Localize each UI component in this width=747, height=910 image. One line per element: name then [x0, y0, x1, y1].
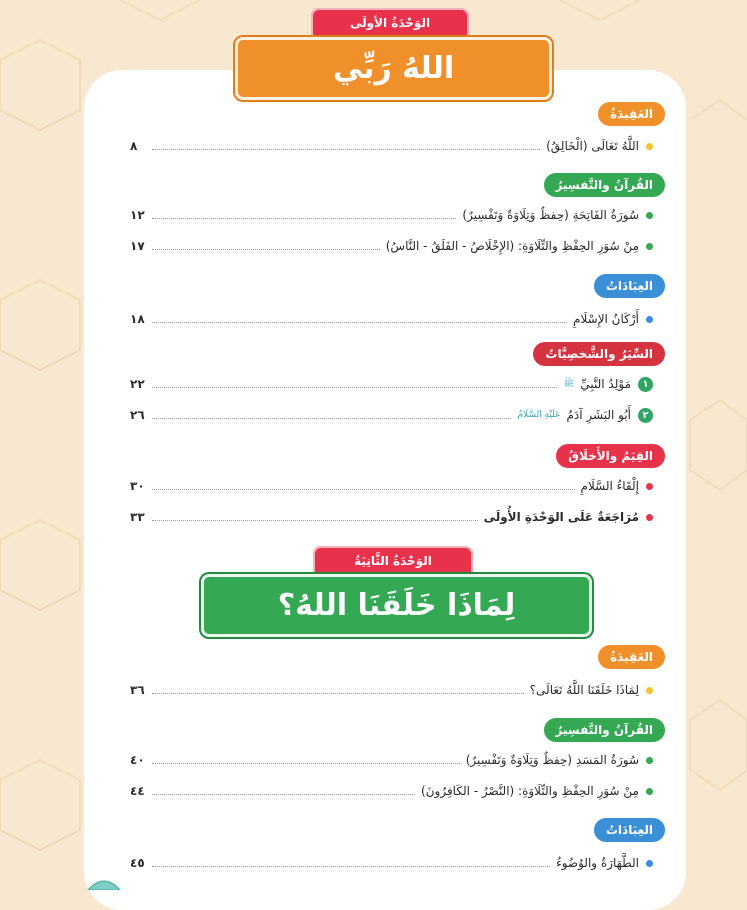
entry-page: ٢٢	[130, 377, 145, 391]
entry-title: لِمَاذَا خَلَقَنَا اللَّهُ تَعَالَى؟	[529, 683, 639, 697]
bullet-icon	[646, 316, 653, 323]
dot-leader	[152, 149, 540, 150]
dot-leader	[152, 866, 550, 867]
toc-entry[interactable]	[130, 507, 653, 527]
entry-title: مِنْ سُوَرِ الحِفْظِ والتِّلَاوَةِ: (النَّصْرُ - الكَافِرُونَ)	[421, 784, 639, 798]
toc-entry[interactable]	[130, 309, 653, 329]
dot-leader	[152, 693, 524, 694]
section-ibadat-label: العِبَادَاتُ	[594, 818, 665, 842]
entry-page: ٣٣	[130, 510, 145, 524]
section-quran-label: القُرآنُ والتَّفسِيرُ	[544, 718, 665, 742]
entry-page: ٤٤	[130, 784, 145, 798]
section-quran-label: القُرآنُ والتَّفسِيرُ	[544, 173, 665, 197]
section-aqeedah-label: العَقِيدَةُ	[598, 102, 665, 126]
dot-leader	[152, 418, 511, 419]
section-aqeedah-label: العَقِيدَةُ	[598, 645, 665, 669]
entry-title: سُورَةُ الفَاتِحَةِ (حِفظٌ وَتِلَاوَةٌ وَتَفْسِيرٌ)	[462, 208, 639, 222]
toc-entry[interactable]	[130, 405, 653, 425]
dot-leader	[152, 249, 380, 250]
dot-leader	[152, 489, 575, 490]
bullet-icon	[646, 143, 653, 150]
toc-entry[interactable]	[130, 680, 653, 700]
entry-title: إِلْقَاءُ السَّلَامِ	[580, 479, 639, 493]
honorific-glyph: عَلَيْهِ السَّلَامُ	[517, 410, 561, 420]
toc-entry[interactable]	[130, 476, 653, 496]
entry-page: ٣٦	[130, 683, 145, 697]
honorific-glyph: ﷺ	[563, 379, 575, 389]
entry-page: ٢٦	[130, 408, 145, 422]
toc-entry[interactable]	[130, 781, 653, 801]
dot-leader	[152, 763, 460, 764]
unit2-tab: الوَحْدَةُ الثَّانِيَةُ	[313, 546, 473, 576]
bullet-icon	[646, 243, 653, 250]
section-seerah-label: السِّيَرُ والشَّخصِيَّاتُ	[533, 342, 665, 366]
dot-leader	[152, 794, 415, 795]
bullet-icon	[646, 788, 653, 795]
entry-page: ٤٥	[130, 856, 145, 870]
bullet-icon	[646, 687, 653, 694]
toc-entry[interactable]	[130, 205, 653, 225]
entry-title: الطَّهَارَةُ والوُضُوءُ	[556, 856, 639, 870]
bullet-icon	[646, 514, 653, 521]
entry-title: مِنْ سُوَرِ الحِفْظِ والتِّلَاوَةِ: (الإِخْلَاصُ - الفَلَقُ - النَّاسُ)	[385, 239, 639, 253]
entry-title: أَبُو البَشَرِ آدَمُ	[566, 408, 631, 422]
bullet-icon	[646, 212, 653, 219]
bullet-icon	[646, 483, 653, 490]
entry-title: مَوْلِدُ النَّبِيِّ	[580, 377, 631, 391]
dot-leader	[152, 322, 567, 323]
dot-leader	[152, 218, 456, 219]
number-badge: ٢	[638, 408, 653, 423]
number-badge: ١	[638, 377, 653, 392]
entry-page: ١٨	[130, 312, 145, 326]
section-qiyam-label: القِيَمُ والأَخلَاقُ	[556, 444, 665, 468]
unit2-title: لِمَاذَا خَلَقَنَا اللهُ؟	[201, 574, 592, 637]
entry-title: أَرْكَانُ الإِسْلَامِ	[573, 312, 639, 326]
toc-entry[interactable]	[130, 853, 653, 873]
entry-page: ١٢	[130, 208, 145, 222]
toc-entry[interactable]	[130, 236, 653, 256]
entry-page: ٤٠	[130, 753, 145, 767]
dot-leader	[152, 520, 478, 521]
bullet-icon	[646, 757, 653, 764]
toc-entry[interactable]	[130, 750, 653, 770]
leaf-decoration-icon	[84, 876, 124, 890]
unit1-tab: الوَحْدَةُ الأولَى	[311, 8, 469, 38]
entry-page: ١٧	[130, 239, 145, 253]
entry-title: اللَّهُ تَعَالَى (الْخَالِقُ)	[546, 139, 639, 153]
entry-title: سُورَةُ المَسَدِ (حِفظٌ وَتِلَاوَةٌ وَتَفْسِيرٌ)	[465, 753, 639, 767]
entry-title: مُرَاجَعَةٌ عَلَى الوَحْدَةِ الأُولَى	[483, 510, 639, 524]
entry-page: ٣٠	[130, 479, 145, 493]
entry-page: ٨	[130, 139, 138, 153]
toc-entry[interactable]	[130, 374, 653, 394]
unit1-title: اللهُ رَبِّي	[235, 37, 552, 100]
section-ibadat-label: العِبَادَاتُ	[594, 274, 665, 298]
bullet-icon	[646, 860, 653, 867]
dot-leader	[152, 387, 557, 388]
toc-entry[interactable]	[130, 136, 653, 156]
